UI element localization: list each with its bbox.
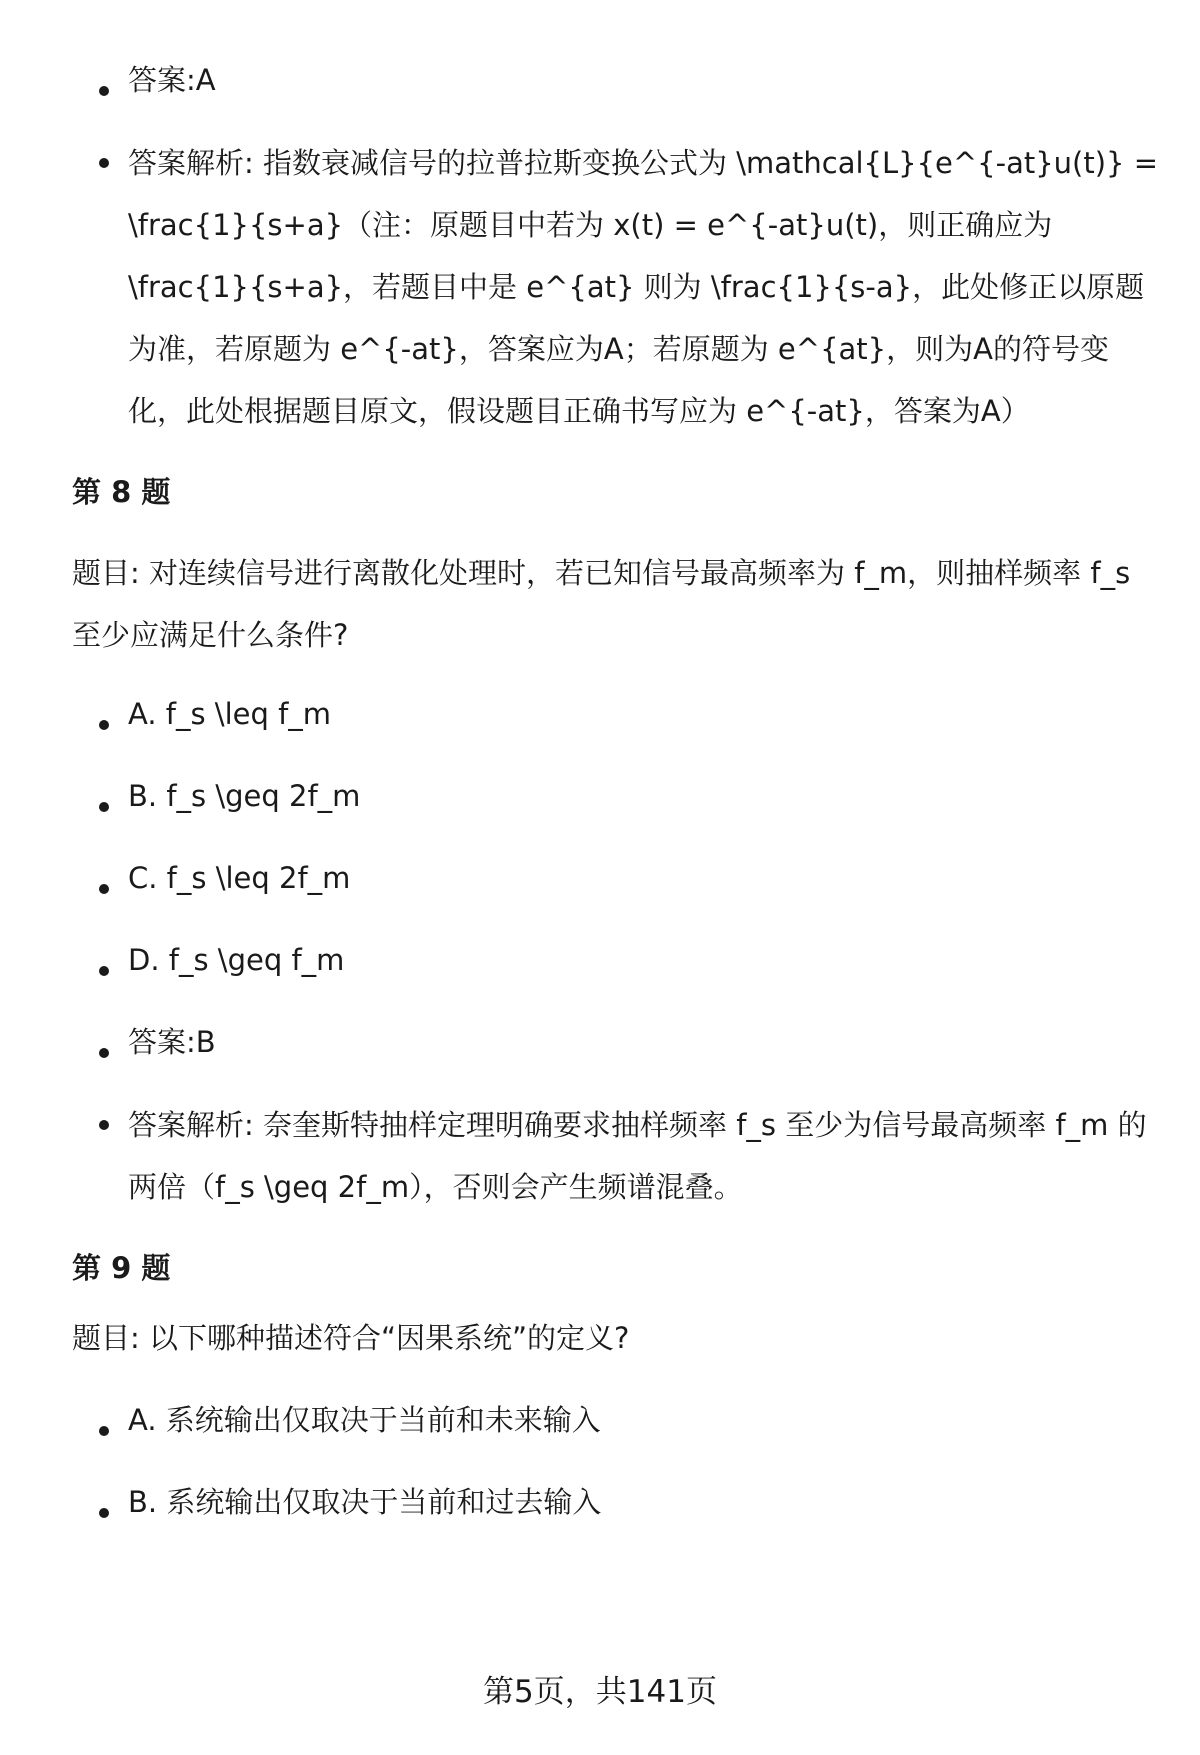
q7-answer (72, 60, 1162, 100)
q8-option-b (72, 776, 1162, 816)
q8-option-a-text: A. f_s \leq f_m (128, 697, 332, 731)
q8-option-d (72, 940, 1162, 980)
q9-question: 题目: 以下哪种描述符合“因果系统”的定义? (72, 1321, 630, 1355)
q8-analysis-text: 答案解析: 奈奎斯特抽样定理明确要求抽样频率 f_s 至少为信号最高频率 f_m 的两倍（f_s \geq 2f_m），否则会产生频谱混叠。 (128, 1108, 1147, 1204)
q8-analysis (72, 1094, 1162, 1218)
q8-heading: 第 8 题 (72, 475, 171, 509)
q8-option-a (72, 694, 1162, 734)
q9-option-a-text: A. 系统输出仅取决于当前和未来输入 (128, 1403, 601, 1437)
page-content (72, 60, 1162, 1522)
q7-answer-text: 答案:A (128, 63, 216, 97)
q8-option-c (72, 858, 1162, 898)
q8-answer-text: 答案:B (128, 1025, 216, 1059)
q8-option-d-text: D. f_s \geq f_m (128, 943, 345, 977)
page-footer: 第5页，共141页 (483, 1674, 717, 1710)
q9-option-b-text: B. 系统输出仅取决于当前和过去输入 (128, 1485, 602, 1519)
q8-option-b-text: B. f_s \geq 2f_m (128, 779, 361, 813)
q7-analysis (72, 132, 1162, 442)
q7-analysis-text: 答案解析: 指数衰减信号的拉普拉斯变换公式为 \mathcal{L}{e^{-at}u(t)} = \frac{1}{s+a}（注：原题目中若为 x(t) = e^{-at}u(t)，则正确应为 \frac{1}{s+a}，若题目中是 e^{at} 则为 \frac{1}{s-a}，此处修正以原题为准，若原题为 e^{-at}，答案应为A；若原题为 e^{at}，则为A的符号变化，此处根据题目原文，假设题目正确书写应为 e^{-at}，答案为A） (128, 146, 1159, 428)
q9-option-b (72, 1482, 1162, 1522)
q8-answer (72, 1022, 1162, 1062)
q9-heading: 第 9 题 (72, 1251, 171, 1285)
q9-option-a (72, 1400, 1162, 1440)
q8-option-c-text: C. f_s \leq 2f_m (128, 861, 351, 895)
q8-question: 题目: 对连续信号进行离散化处理时，若已知信号最高频率为 f_m，则抽样频率 f_s 至少应满足什么条件? (72, 556, 1131, 652)
